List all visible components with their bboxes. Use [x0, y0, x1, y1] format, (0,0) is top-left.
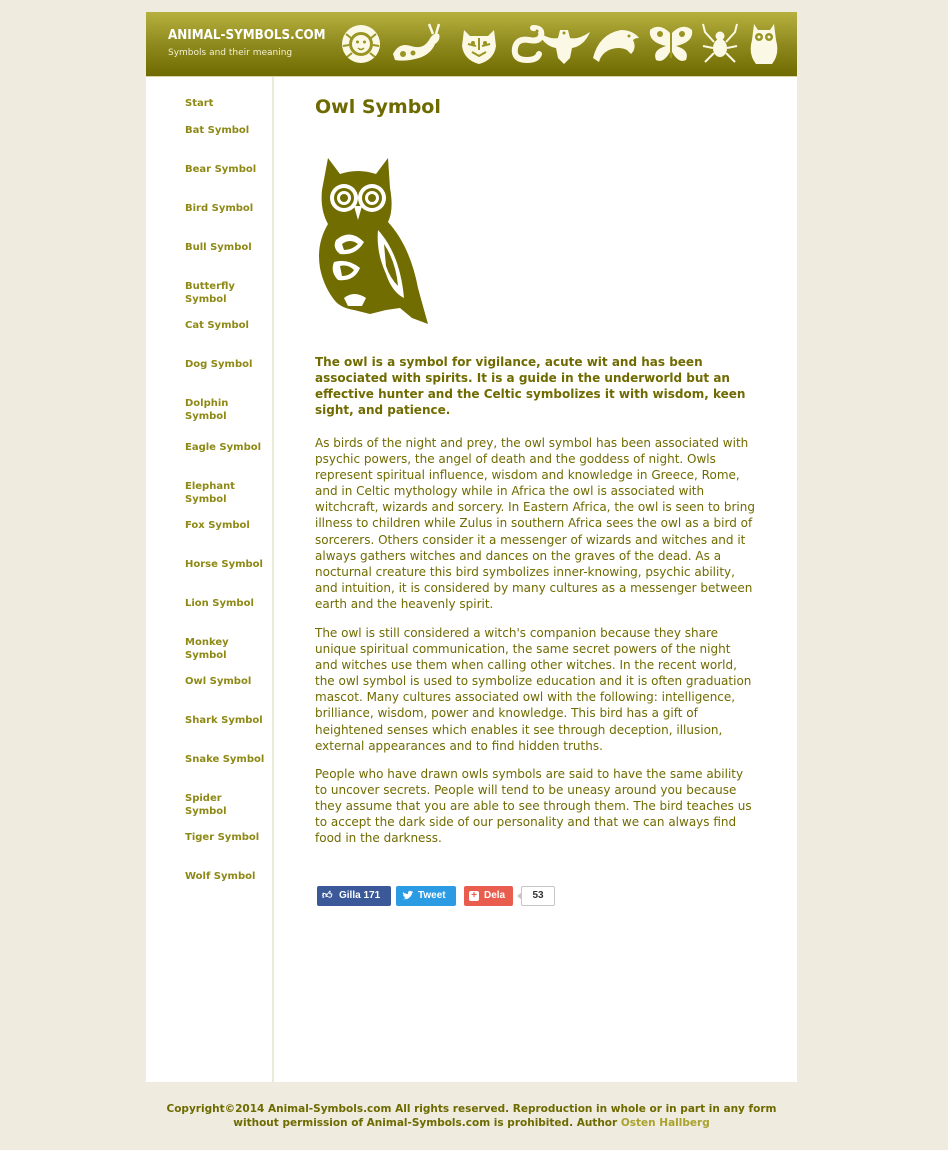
site-header: [146, 12, 797, 77]
sidebar-item-lion[interactable]: [185, 597, 265, 610]
dolphin-icon: [589, 20, 645, 68]
sidebar-item-horse[interactable]: [185, 558, 265, 571]
sidebar-item-butterfly[interactable]: [185, 280, 265, 306]
copyright-text: Copyright©2014 Animal-Symbols.com All rights reserved. Reproduction in whole or in part in any form without permission of Animal-Symbols.com is prohibited. Author: [166, 1103, 777, 1129]
nav-link[interactable]: Owl Symbol: [185, 676, 252, 687]
author-link[interactable]: Osten Hallberg: [620, 1117, 710, 1129]
like-label: Gilla 171: [339, 890, 381, 901]
sidebar-item-dog[interactable]: [185, 358, 265, 371]
sidebar-item-start[interactable]: [185, 97, 265, 110]
lead-paragraph: The owl is a symbol for vigilance, acute wit and has been associated with spirits. It is a guide in the underworld but an effective hunter and the Celtic symbolizes it with wisdom, keen sight, and patience.: [315, 355, 746, 418]
lion-icon: [338, 20, 384, 68]
nav-link[interactable]: Fox Symbol: [185, 520, 250, 531]
facebook-like-button[interactable]: [317, 886, 391, 906]
sidebar-item-cat[interactable]: [185, 319, 265, 332]
nav-link[interactable]: Bull Symbol: [185, 242, 252, 253]
nav-link[interactable]: Elephant Symbol: [185, 481, 235, 505]
nav-link[interactable]: Start: [185, 98, 214, 109]
nav-link[interactable]: Dog Symbol: [185, 359, 253, 370]
nav-link[interactable]: Eagle Symbol: [185, 442, 262, 453]
share-count-badge: 53: [521, 886, 555, 906]
nav-link[interactable]: Tiger Symbol: [185, 832, 260, 843]
tiger-icon: [456, 20, 502, 68]
nav-link[interactable]: Dolphin Symbol: [185, 398, 229, 422]
sidebar-item-snake[interactable]: [185, 753, 265, 766]
site-tagline: Symbols and their meaning: [168, 48, 293, 58]
spider-icon: [701, 20, 739, 68]
sidebar-item-monkey[interactable]: [185, 636, 265, 662]
plus-square-icon: +: [469, 891, 479, 901]
share-label: Dela: [484, 890, 506, 901]
sidebar-item-wolf[interactable]: [185, 870, 265, 883]
butterfly-icon: [646, 20, 696, 68]
owl-symbol-image: [314, 158, 434, 328]
nav-link[interactable]: Bat Symbol: [185, 125, 250, 136]
nav-link[interactable]: Bear Symbol: [185, 164, 257, 175]
twitter-bird-icon: [402, 890, 414, 902]
page-container: [146, 12, 797, 1082]
sidebar-item-bear[interactable]: [185, 163, 265, 176]
share-button[interactable]: [464, 886, 513, 906]
sidebar-item-tiger[interactable]: [185, 831, 265, 844]
nav-link[interactable]: Lion Symbol: [185, 598, 254, 609]
owl-icon: [744, 20, 784, 68]
body-paragraph: The owl is still considered a witch's companion because they share unique spiritual communication, the same secret powers of the night and witches use them when calling other witches. In the recent world, the owl symbol is used to symbolize education and it is often graduation mascot. Many cultures associated owl with the following: intelligence, brilliance, wisdom, power and knowledge. This bird has a gift of heightened senses which enables it see through deception, illusion, external appearances and to find hidden truths.: [315, 626, 752, 753]
nav-link[interactable]: Butterfly Symbol: [185, 281, 235, 305]
tweet-button[interactable]: [396, 886, 456, 906]
sidebar-item-owl[interactable]: [185, 675, 265, 688]
sidebar-item-bird[interactable]: [185, 202, 265, 215]
nav-link[interactable]: Spider Symbol: [185, 793, 227, 817]
sidebar-item-shark[interactable]: [185, 714, 265, 727]
site-footer: [146, 1102, 797, 1130]
sidebar-item-bull[interactable]: [185, 241, 265, 254]
nav-link[interactable]: Wolf Symbol: [185, 871, 256, 882]
nav-link[interactable]: Monkey Symbol: [185, 637, 229, 661]
nav-link[interactable]: Horse Symbol: [185, 559, 263, 570]
sidebar-item-elephant[interactable]: [185, 480, 265, 506]
deer-icon: [389, 20, 445, 68]
sidebar-item-bat[interactable]: [185, 124, 265, 137]
sidebar-nav: [146, 77, 274, 1082]
nav-link[interactable]: Cat Symbol: [185, 320, 249, 331]
tweet-label: Tweet: [418, 890, 446, 901]
sidebar-item-eagle[interactable]: [185, 441, 265, 454]
nav-link[interactable]: Snake Symbol: [185, 754, 265, 765]
thumbs-up-icon: 👍︎: [322, 890, 333, 901]
nav-link[interactable]: Bird Symbol: [185, 203, 254, 214]
body-paragraph: People who have drawn owls symbols are said to have the same ability to uncover secrets. People will tend to be uneasy around you because they assume that you are able to see through them. The bird teaches us to accept the dark side of our personality and that we can always find food in the darkness.: [315, 767, 752, 846]
sidebar-item-dolphin[interactable]: [185, 397, 265, 423]
sidebar-item-spider[interactable]: [185, 792, 265, 818]
site-title[interactable]: ANIMAL-SYMBOLS.COM: [168, 28, 326, 43]
page-title: Owl Symbol: [315, 96, 441, 118]
eagle-icon: [536, 20, 592, 68]
sidebar-item-fox[interactable]: [185, 519, 265, 532]
nav-link[interactable]: Shark Symbol: [185, 715, 263, 726]
body-paragraph: As birds of the night and prey, the owl symbol has been associated with psychic powers, the angel of death and the goddess of night. Owls represent spiritual influence, wisdom and knowledge in Greece, Rome, and in Celtic mythology while in Africa the owl is associated with witchcraft, wizards and sorcery. In Eastern Africa, the owl is seen to bring illness to children while Zulus in southern Africa sees the owl as a bird of sorcerers. Others consider it a messenger of wizards and witches and it always gathers witches and dances on the graves of the dead. As a nocturnal creature this bird symbolizes inner-knowing, psychic ability, and intuition, it is considered by many cultures as a messenger between earth and the heavenly spirit.: [315, 436, 755, 611]
